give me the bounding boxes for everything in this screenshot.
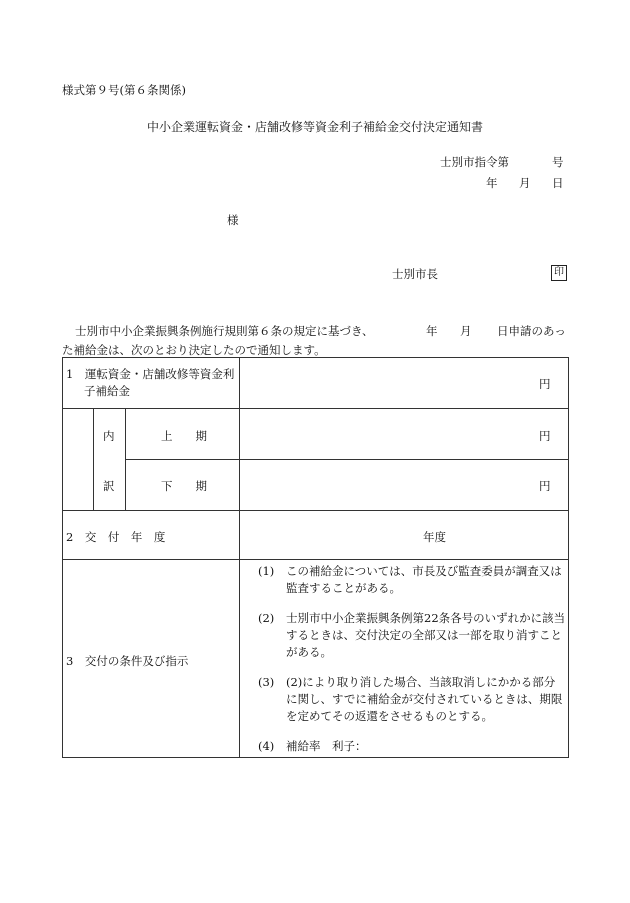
subsidy-amount-yen: 円: [539, 377, 551, 391]
row-divider-2: [62, 510, 568, 511]
second-half-yen: 円: [539, 479, 551, 493]
conditions-label: 3 交付の条件及び指示: [66, 654, 189, 668]
condition-text: 士別市中小企業振興条例第22条各号のいずれかに該当するときは、交付決定の全部又は一部を取り消すことがある。: [286, 611, 566, 659]
condition-number: (3): [258, 675, 275, 689]
addressee-honorific: 様: [227, 213, 239, 227]
date-year: 年: [486, 176, 498, 190]
intro-line1-a: 士別市中小企業振興条例施行規則第６条の規定に基づき、: [75, 324, 374, 338]
subsidy-label-line2: 子補給金: [84, 384, 130, 398]
intro-line2: た補給金は、次のとおり決定したので通知します。: [62, 343, 326, 357]
intro-line1-b: 日申請のあっ: [497, 324, 566, 338]
intro-month: 月: [460, 324, 472, 338]
condition-item: [258, 674, 568, 725]
condition-number: (4): [258, 739, 275, 753]
breakdown-mid-divider: [125, 459, 568, 460]
second-half-label: 下 期: [161, 479, 207, 493]
issuer-name: 士別市長: [392, 267, 438, 281]
reference-number-suffix: 号: [552, 155, 564, 169]
document-title: 中小企業運転資金・店舗改修等資金利子補給金交付決定通知書: [146, 120, 483, 134]
intro-year: 年: [426, 324, 438, 338]
table-column-divider: [239, 357, 240, 757]
row-divider-3: [62, 559, 568, 560]
date-day: 日: [552, 176, 564, 190]
breakdown-char-wake: 訳: [103, 479, 115, 493]
condition-number: (2): [258, 611, 275, 625]
reference-number-prefix: 士別市指令第: [440, 155, 509, 169]
first-half-yen: 円: [539, 429, 551, 443]
fiscal-year-value: 年度: [423, 530, 446, 544]
fiscal-year-label: 2 交 付 年 度: [66, 530, 166, 544]
breakdown-char-uchi: 内: [103, 429, 115, 443]
row-divider-1: [62, 408, 568, 409]
form-number: 様式第９号(第６条関係): [62, 83, 186, 97]
first-half-label: 上 期: [161, 429, 207, 443]
condition-text: 補給率 利子：: [286, 739, 367, 753]
subsidy-label-line1: 1 運転資金・店舗改修等資金利: [66, 367, 235, 381]
seal-mark: 印: [551, 265, 567, 281]
conditions-list: [258, 563, 568, 768]
condition-item: [258, 610, 568, 661]
condition-item: [258, 738, 568, 755]
date-month: 月: [519, 176, 531, 190]
breakdown-left-border: [93, 408, 94, 510]
condition-number: (1): [258, 564, 275, 578]
condition-text: (2)により取り消した場合、当該取消しにかかる部分に関し、すでに補給金が交付されているときは、期限を定めてその返還をさせるものとする。: [286, 675, 563, 723]
condition-text: この補給金については、市長及び監査委員が調査又は監査することがある。: [286, 564, 562, 595]
condition-item: [258, 563, 568, 597]
